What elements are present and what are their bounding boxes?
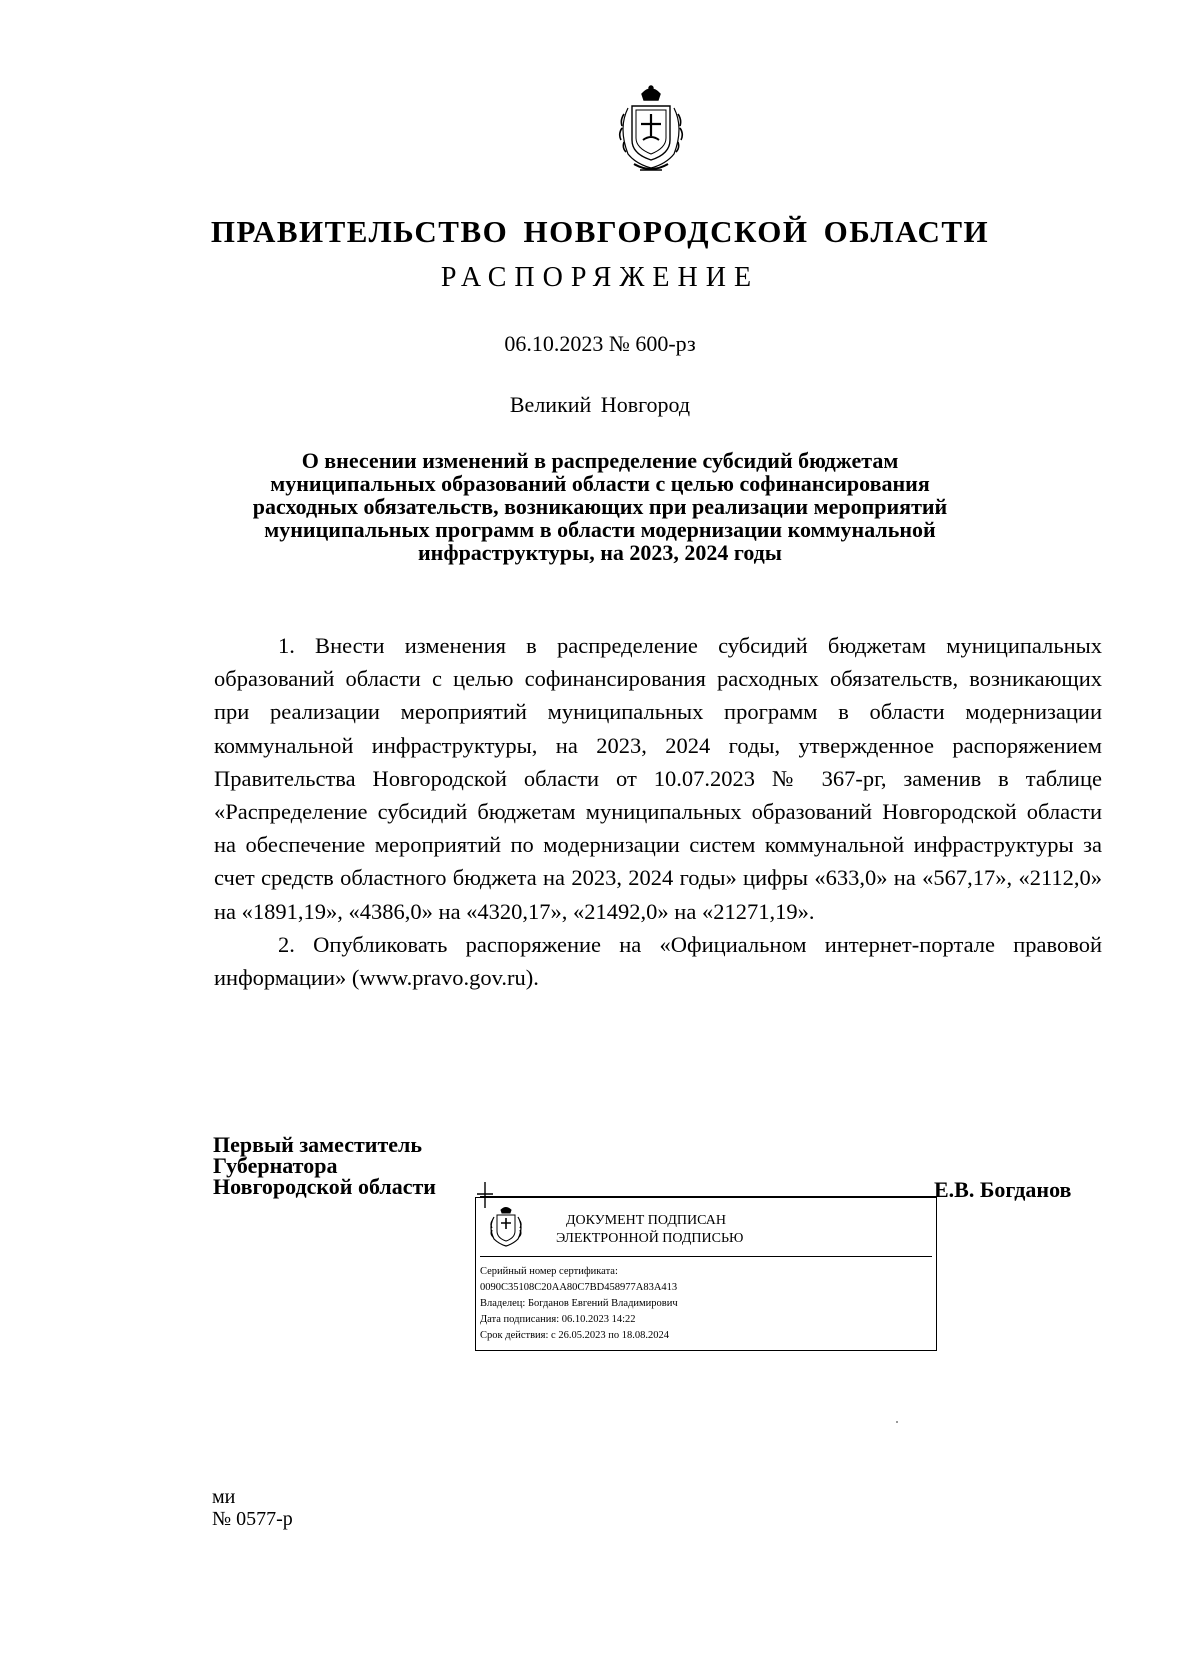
stamp-info-line: Серийный номер сертификата:: [480, 1266, 618, 1277]
executor-initials: ми: [212, 1486, 236, 1508]
electronic-signature-stamp: [475, 1197, 937, 1351]
subject-line: О внесении изменений в распределение субсидий бюджетам: [301, 448, 899, 473]
scan-artifact: [896, 1421, 898, 1423]
government-title: ПРАВИТЕЛЬСТВО НОВГОРОДСКОЙ ОБЛАСТИ: [210, 214, 990, 249]
subject-line: муниципальных программ в области модернизации коммунальной: [264, 517, 936, 542]
subject-line: расходных обязательств, возникающих при реализации мероприятий: [252, 494, 948, 519]
signatory-title-line: Первый заместитель: [213, 1132, 422, 1157]
subject-line: муниципальных образований области с целью софинансирования: [270, 471, 930, 496]
body-paragraph: 2. Опубликовать распоряжение на «Официальном интернет-портале правовой информации» (www.pravo.gov.ru).: [214, 931, 1102, 991]
signatory-name: Е.В. Богданов: [934, 1177, 1072, 1202]
document-body: [214, 629, 1102, 994]
signatory-title-line: Новгородской области: [213, 1174, 436, 1199]
executor-info: [212, 1486, 293, 1530]
coat-of-arms-icon: [614, 84, 688, 178]
subject-line: инфраструктуры, на 2023, 2024 годы: [418, 540, 782, 565]
stamp-info-line: Срок действия: с 26.05.2023 по 18.08.2024: [480, 1330, 669, 1341]
stamp-info-line: 0090C35108C20AA80C7BD458977A83A413: [480, 1282, 678, 1293]
coat-of-arms-icon: [488, 1205, 524, 1249]
signatory-title-line: Губернатора: [213, 1153, 338, 1178]
stamp-info-line: Дата подписания: 06.10.2023 14:22: [480, 1314, 636, 1325]
executor-number: № 0577-р: [212, 1508, 293, 1530]
document-place: Великий Новгород: [509, 392, 691, 417]
stamp-heading: [556, 1212, 743, 1248]
stamp-heading-line: ЭЛЕКТРОННОЙ ПОДПИСЬЮ: [556, 1231, 744, 1246]
stamp-heading-line: ДОКУМЕНТ ПОДПИСАН: [566, 1213, 726, 1228]
body-paragraph: 1. Внести изменения в распределение субсидий бюджетам муниципальных образований области с целью софинансирования расходных обязательств, возникающих при реализации мероприятий муниципальных программ в области модернизации коммунальной инфраструктуры, на 2023, 2024 годы, утвержденное распоряжением Правительства Новгородской области от 10.07.2023 № 367-рг, заменив в таблице «Распределение субсидий бюджетам муниципальных образований Новгородской области на обеспечение мероприятий по модернизации систем коммунальной инфраструктуры за счет средств областного бюджета на 2023, 2024 годы» цифры «633,0» на «567,17», «2112,0» на «1891,19», «4386,0» на «4320,17», «21492,0» на «21271,19».: [214, 633, 1102, 924]
stamp-certificate-info: [480, 1264, 678, 1344]
document-subject: [215, 449, 985, 564]
document-date-number: 06.10.2023 № 600-рз: [504, 331, 696, 356]
signatory-title: [213, 1134, 436, 1197]
stamp-info-line: Владелец: Богданов Евгений Владимирович: [480, 1298, 678, 1309]
stamp-divider: [480, 1256, 932, 1257]
document-type: РАСПОРЯЖЕНИЕ: [440, 262, 760, 293]
